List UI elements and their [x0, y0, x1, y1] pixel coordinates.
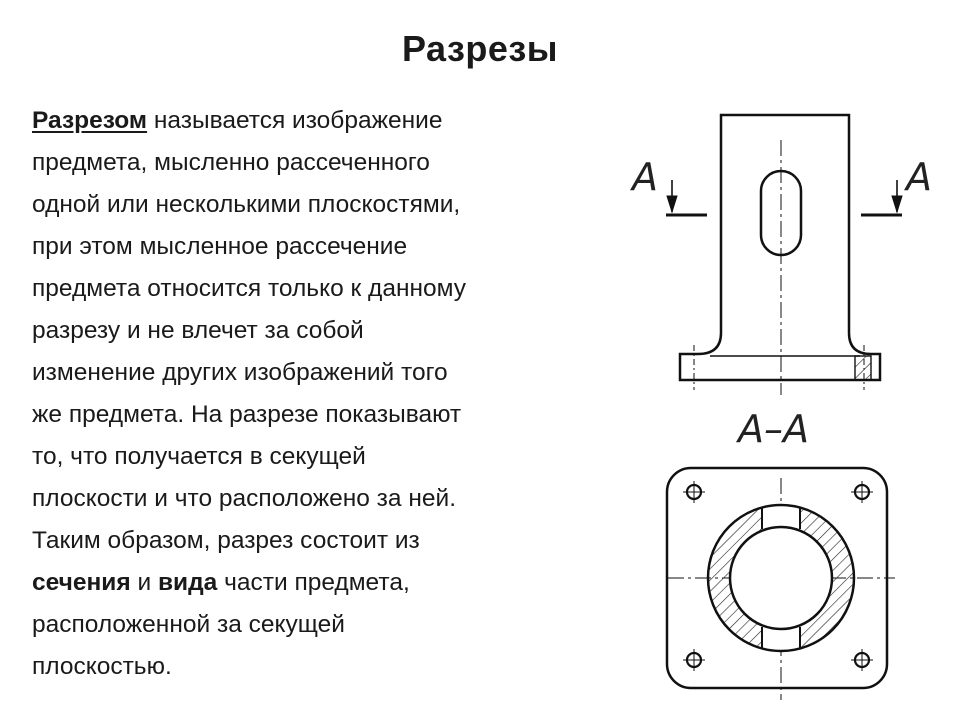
- corner-hole: [683, 481, 705, 503]
- arrow-head-left: [667, 196, 677, 212]
- front-view: [680, 115, 880, 395]
- text-line: при этом мысленное рассечение: [32, 233, 408, 260]
- text-fragment: называется изображение: [147, 107, 443, 134]
- corner-hole: [851, 649, 873, 671]
- term-vid: вида: [157, 569, 218, 596]
- slide-title: Разрезы: [401, 28, 559, 69]
- text-fragment: и: [130, 569, 158, 596]
- text-line: одной или несколькими плоскостями,: [32, 191, 461, 218]
- arrow-head-right: [892, 196, 902, 212]
- ring-inner-circle: [730, 527, 832, 629]
- text-line: изменение других изображений того: [32, 359, 448, 386]
- part-outline: [680, 115, 880, 380]
- text-fragment: части предмета,: [217, 569, 410, 596]
- text-line: же предмета. На разрезе показывают: [32, 401, 462, 428]
- text-line: плоскости и что расположено за ней.: [32, 485, 457, 512]
- text-line: предмета, мысленно рассеченного: [32, 149, 430, 176]
- text-line: то, что получается в секущей: [32, 443, 366, 470]
- cut-plane-markers: [666, 180, 902, 215]
- flange-hole-hatch: [855, 356, 871, 380]
- text-line: плоскостью.: [32, 653, 172, 680]
- cut-label-left: А: [632, 155, 658, 199]
- cut-label-right: А: [906, 155, 932, 199]
- section-label: А–А: [738, 407, 809, 451]
- text-line: расположенной за секущей: [32, 611, 345, 638]
- text-line: разрезу и не влечет за собой: [32, 317, 364, 344]
- term-sechenie: сечения: [32, 569, 131, 596]
- corner-hole: [683, 649, 705, 671]
- corner-hole: [851, 481, 873, 503]
- text-line: Таким образом, разрез состоит из: [32, 527, 420, 554]
- term-razrez: Разрезом: [32, 107, 148, 134]
- section-view: [667, 468, 895, 700]
- text-line: предмета относится только к данному: [32, 275, 467, 302]
